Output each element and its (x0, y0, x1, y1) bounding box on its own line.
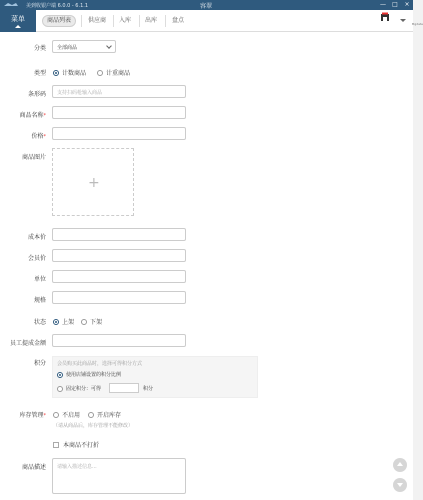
required-mark: * (43, 413, 46, 419)
cost-label: 成本价 (27, 234, 46, 241)
status-radio-on-shelf[interactable] (53, 317, 74, 326)
spec-input[interactable] (52, 291, 186, 304)
description-label: 商品描述 (21, 464, 46, 471)
store-icon (380, 12, 390, 22)
radio-dot (97, 70, 103, 76)
fixed-points-input[interactable] (109, 383, 139, 393)
store-label: Mgdate (411, 22, 423, 26)
points-hint: 会员购买此商品时，选择可得积分方式 (57, 361, 143, 367)
chevron-down-icon[interactable] (400, 19, 406, 22)
description-textarea[interactable]: 请输入描述信息... (52, 458, 186, 494)
window-title: 容翠 (200, 3, 213, 10)
tab-product-list[interactable]: 商品列表 (42, 15, 76, 27)
scroll-up-button[interactable] (393, 458, 407, 472)
unit-label: 单位 (33, 276, 46, 283)
category-value: 全部商品 (57, 45, 78, 51)
category-select[interactable] (52, 40, 116, 53)
commission-input[interactable] (52, 334, 186, 347)
unit-input[interactable] (52, 270, 186, 283)
required-mark: * (43, 134, 46, 140)
title-bar (0, 0, 413, 10)
no-discount-label: 本商品不打折 (63, 442, 100, 449)
type-radio-count[interactable] (53, 68, 86, 77)
stock-label (0, 410, 46, 419)
tab-stock-in[interactable]: 入库 (118, 17, 131, 24)
chevron-down-icon (106, 43, 112, 49)
app-name: 美到收银户端 6.0.0 - 6.1.1 (26, 3, 89, 9)
radio-dot (57, 372, 63, 378)
price-input[interactable] (52, 127, 186, 140)
type-option-count-label: 计数商品 (62, 70, 87, 77)
status-option-off-label: 下架 (90, 319, 103, 326)
stock-option-disabled-label: 不启用 (62, 412, 81, 419)
price-label (0, 131, 46, 140)
product-name-label (0, 110, 46, 119)
close-button[interactable]: × (404, 1, 410, 8)
barcode-label: 条形码 (27, 91, 46, 98)
barcode-input[interactable]: 支持扫码枪输入商品 (52, 85, 186, 98)
app-logo-icon (3, 2, 19, 8)
points-label: 积分 (33, 360, 46, 367)
product-image-label: 商品图片 (21, 154, 46, 161)
tab-supplier[interactable]: 供应商 (87, 17, 106, 24)
image-upload-box[interactable] (52, 148, 134, 216)
status-option-on-label: 上架 (62, 319, 75, 326)
radio-dot (53, 319, 59, 325)
type-radio-weight[interactable] (97, 68, 130, 77)
stock-hint: （请从商品后，库存管理不能修改） (53, 423, 134, 429)
member-price-label: 会员价 (27, 255, 46, 262)
menu-button[interactable] (0, 10, 36, 32)
points-radio-store-ratio[interactable] (57, 371, 121, 378)
no-discount-checkbox[interactable] (53, 440, 99, 449)
radio-dot (53, 70, 59, 76)
product-name-input[interactable] (52, 106, 186, 119)
stock-radio-enabled[interactable] (88, 410, 121, 419)
scroll-down-button[interactable] (393, 478, 407, 492)
radio-dot (81, 319, 87, 325)
stock-radio-disabled[interactable] (53, 410, 80, 419)
type-option-weight-label: 计重商品 (106, 70, 131, 77)
minimize-button[interactable]: — (380, 1, 386, 8)
cost-input[interactable] (52, 228, 186, 241)
category-label: 分类 (33, 45, 46, 52)
radio-dot (53, 412, 59, 418)
points-radio-fixed[interactable] (57, 385, 101, 392)
spec-label: 规格 (33, 297, 46, 304)
required-mark: * (43, 113, 46, 119)
type-label: 类型 (33, 70, 46, 77)
product-name-label-text: 商品名称 (19, 112, 44, 119)
stock-option-enabled-label: 开启库存 (97, 412, 122, 419)
arrow-down-icon (397, 483, 403, 487)
plus-icon: + (88, 175, 100, 191)
points-option-fixed-label: 固定积分：可得 (66, 386, 102, 392)
radio-dot (57, 386, 63, 392)
menu-label: 菜单 (11, 15, 25, 23)
member-price-input[interactable] (52, 249, 186, 262)
points-option-store-label: 使用店铺设置的积分比例 (66, 372, 122, 378)
nav-bar (0, 10, 423, 32)
price-label-text: 价格 (31, 133, 44, 140)
checkbox-box (53, 442, 59, 448)
maximize-button[interactable]: □ (392, 1, 398, 8)
status-radio-off-shelf[interactable] (81, 317, 102, 326)
product-form (0, 32, 413, 500)
stock-label-text: 库存管理 (19, 412, 44, 419)
status-label: 状态 (33, 319, 46, 326)
points-unit: 积分 (143, 386, 154, 392)
store-button[interactable] (377, 12, 423, 30)
tab-stock-out[interactable]: 出库 (144, 17, 157, 24)
tab-inventory[interactable]: 盘点 (171, 17, 184, 24)
arrow-up-icon (397, 462, 403, 466)
caret-up-icon (15, 25, 21, 28)
commission-label: 员工提成金额 (9, 340, 46, 347)
points-panel (52, 356, 258, 398)
radio-dot (88, 412, 94, 418)
